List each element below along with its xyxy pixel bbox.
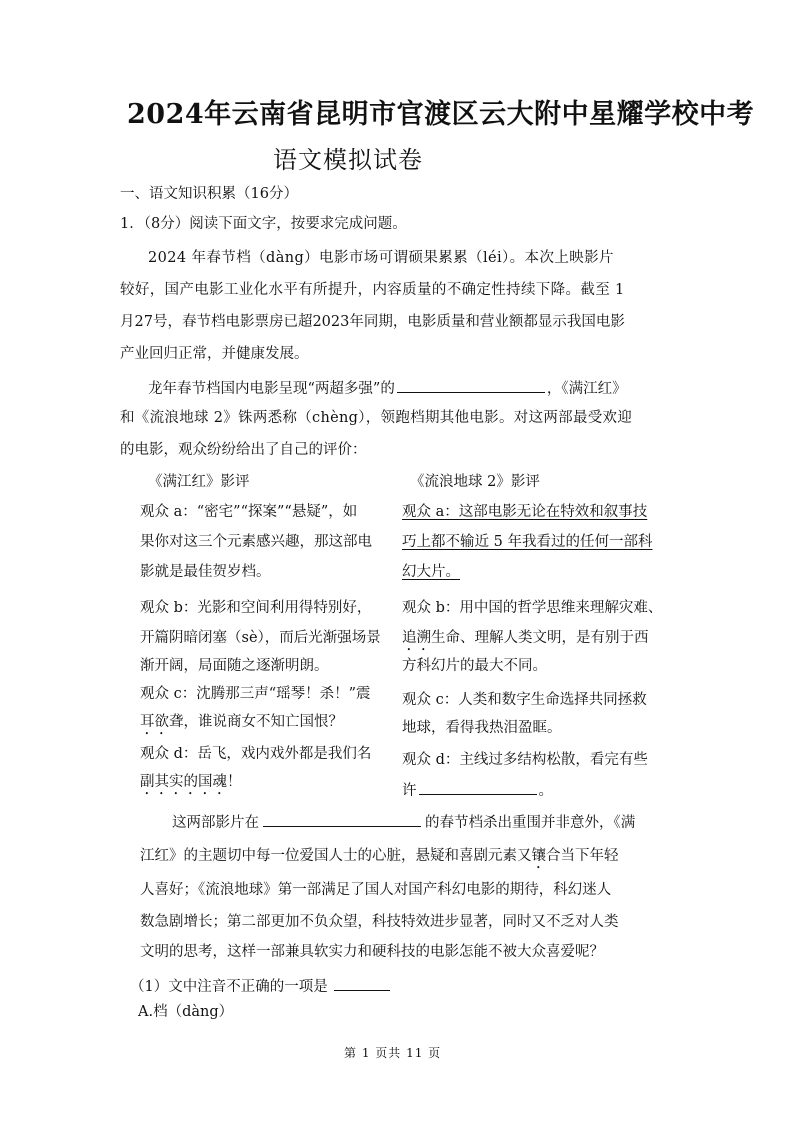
page-footer: 第 1 页共 11 页 xyxy=(344,1046,442,1060)
text-line: 月27号，春节档电影票房已超2023年同期，电影质量和营业额都显示我国电影 xyxy=(120,314,625,330)
text-span: 观众 a：这部电影无论在特效和叙事技 xyxy=(402,504,648,520)
text-span: 的春节档杀出重围并非意外，《满 xyxy=(425,815,636,831)
text-line xyxy=(148,376,627,399)
page-subtitle: 语文模拟试卷 xyxy=(273,146,423,174)
answer-blank-3[interactable] xyxy=(419,778,537,795)
option-a[interactable]: A.档（dàng） xyxy=(138,1004,234,1020)
text-span: ，《满江红》 xyxy=(546,381,627,397)
answer-blank-2[interactable] xyxy=(263,810,421,827)
text-span: 聋 xyxy=(169,714,184,730)
text-span: ，谁说商女不知亡国恨？ xyxy=(183,714,343,730)
sub-question-1 xyxy=(130,974,390,997)
review-line: 观众 d：主线过多结构松散，看完有些 xyxy=(402,752,648,768)
review-line xyxy=(402,628,649,654)
text-line: 较好，国产电影工业化水平有所提升，内容质量的不确定性持续下降。截至 1 xyxy=(120,282,625,298)
review-line: 果你对这三个元素感兴趣，那这部电 xyxy=(140,534,372,550)
section-heading: 一、语文知识积累（16分） xyxy=(120,186,298,202)
text-line: 文明的思考，这样一部兼具软实力和硬科技的电影怎能不被大众喜爱呢？ xyxy=(140,944,604,960)
text-line: 2024 年春节档（dàng）电影市场可谓硕果累累（léi）。本次上映影片 xyxy=(148,250,614,266)
text-line: 的电影，观众纷纷给出了自己的评价： xyxy=(120,442,367,458)
review-line: 观众 a：“密宅”“探案”“悬疑”，如 xyxy=(140,504,358,520)
text-line: 产业回归正常，并健康发展。 xyxy=(120,346,309,362)
review-heading: 《满江红》影评 xyxy=(148,474,250,490)
text-span: （1）文中注音不正确的一项是 xyxy=(130,979,328,995)
review-line: 开篇阴暗闭塞（sè），而后光渐强场景 xyxy=(140,630,381,646)
text-line: 人喜好；《流浪地球》第一部满足了国人对国产科幻电影的期待，科幻迷人 xyxy=(140,882,612,898)
review-line: 影就是最佳贺岁档。 xyxy=(140,564,271,580)
text-span: 幻大片。 xyxy=(402,564,460,580)
review-line xyxy=(402,502,647,522)
answer-blank-4[interactable] xyxy=(334,974,390,991)
text-span: 。 xyxy=(538,783,553,799)
review-line: 地球，看得我热泪盈眶。 xyxy=(402,720,562,736)
text-span: 耳欲 xyxy=(140,714,169,730)
text-span: 许 xyxy=(402,783,417,799)
review-line xyxy=(402,532,652,552)
review-heading: 《流浪地球 2》影评 xyxy=(410,474,540,490)
review-line xyxy=(402,562,460,582)
text-span: 生命、理解人类文明，是有别于西 xyxy=(431,630,649,646)
review-line: 渐开阔，局面随之逐渐明朗。 xyxy=(140,658,329,674)
review-line: 观众 b：光影和空间利用得特别好， xyxy=(140,600,372,616)
text-span: 江红》的主题切中每一位爱国人士的心脏，悬疑和喜剧元素又 xyxy=(140,848,532,864)
text-span: 合当下年轻 xyxy=(546,848,619,864)
text-line xyxy=(140,846,619,872)
page-title: 2024年云南省昆明市官渡区云大附中星耀学校中考 xyxy=(127,99,755,130)
text-line: 和《流浪地球 2》铢两悉称（chèng），领跑档期其他电影。对这两部最受欢迎 xyxy=(120,410,633,426)
review-line xyxy=(402,778,553,801)
text-span: 镶 xyxy=(531,848,546,864)
review-line: 观众 b：用中国的哲学思维来理解灾难、 xyxy=(402,600,663,616)
text-span: 副其实的国魂！ xyxy=(140,774,242,790)
review-line: 观众 d：岳飞，戏内戏外都是我们名 xyxy=(140,746,372,762)
text-line xyxy=(172,810,635,833)
review-line: 观众 c：人类和数字生命选择共同拯救 xyxy=(402,692,647,708)
review-line xyxy=(140,772,242,798)
text-span: 巧上都不输近 5 年我看过的任何一部科 xyxy=(402,534,653,550)
review-line: 方科幻片的最大不同。 xyxy=(402,658,547,674)
answer-blank-1[interactable] xyxy=(397,376,545,393)
question-1: 1．（8分）阅读下面文字，按要求完成问题。 xyxy=(120,216,407,232)
review-line xyxy=(140,712,343,738)
text-span: 龙年春节档国内电影呈现“两超多强”的 xyxy=(148,381,395,397)
text-span: 这两部影片在 xyxy=(172,815,259,831)
text-line: 数急剧增长；第二部更加不负众望，科技特效进步显著，同时又不乏对人类 xyxy=(140,914,619,930)
text-span: 溯 xyxy=(416,630,431,646)
text-span: 追 xyxy=(402,630,417,646)
review-line: 观众 c：沈腾那三声“瑶琴！杀！”震 xyxy=(140,686,371,702)
